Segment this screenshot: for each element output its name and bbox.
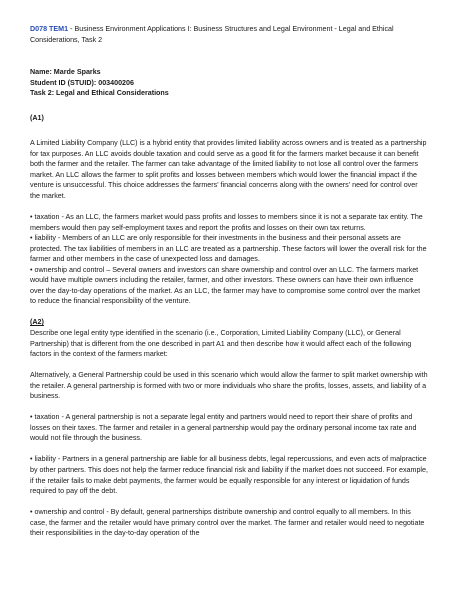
course-title: - Business Environment Applications I: Business Structures and Legal Environment - Legal and Ethical Considerations, Task 2	[30, 25, 394, 44]
a2-prompt-paragraph: Describe one legal entity type identified in the scenario (i.e., Corporation, Limited Liability Company (LLC), or General Partnership) that is different from the one described in part A1 and then describe how it would affect each of the following factors in the context of the farmers market:	[30, 329, 412, 359]
a1-bullet-taxation: • taxation - As an LLC, the farmers market would pass profits and losses to members since it is not a separate tax entity. The members would then pay self-employment taxes and report the profits and losses on their own tax returns.	[30, 213, 423, 232]
a1-bullet-ownership: • ownership and control – Several owners and investors can share ownership and control over an LLC. The farmers market would have multiple owners including the retailer, farmer, and other investors. These owners can have their own influence over the day-to-day operations of the market. As an LLC, the farmer may have to compromise some control over the market to reduce the financial responsibility of the venture.	[30, 265, 421, 306]
document-header	[30, 24, 428, 45]
a2-bullet-ownership: • ownership and control - By default, general partnerships distribute ownership and control equally to all members. In this case, the farmer and the retailer would have primary control over the market. The farmer and retailer would need to negotiate their responsibilities in the day-to-day operation of the	[30, 508, 425, 538]
a2-bullet-liability: • liability - Partners in a general partnership are liable for all business debts, legal repercussions, and even acts of malpractice by other partners. This does not help the farmer reduce financial risk and liability if the market does not succeed. For example, if the retailer fails to make debt payments, the farmer would be equally responsible for any interest or liquidation of funds required to pay off the debt.	[30, 455, 428, 496]
task-title: Task 2: Legal and Ethical Considerations	[30, 89, 169, 98]
a1-bullet-liability: • liability - Members of an LLC are only responsible for their investments in the business and their personal assets are protected. The tax liabilities of members in an LLC are treated as a partnership. These factors will lower the overall risk for the farmer and other members in the case of unexpected loss and damages.	[30, 234, 427, 264]
a2-bullet-taxation: • taxation - A general partnership is not a separate legal entity and partners would need to report their share of profits and losses on their taxes. The farmer and retailer in a general partnership would pay the ordinary personal income tax rate and would not file through the business.	[30, 413, 417, 443]
student-info	[30, 67, 428, 99]
a1-intro-paragraph: A Limited Liability Company (LLC) is a hybrid entity that provides limited liability across owners and is treated as a partnership for tax purposes. An LLC avoids double taxation and could serve as a good fit for the farmers market because it can benefit both the farmer and the retailer. The farmer can take advantage of the limited liability to not lose all control over the farmers market. An LLC allows the farmer to split profits and losses between members which would lower the financial impact if the venture is unsuccessful. This choice addresses the farmers' financial concerns along with the owners' need for control over the market.	[30, 139, 427, 201]
section-a1-label: (A1)	[30, 113, 44, 122]
student-id: Student ID (STUID): 003400206	[30, 78, 134, 87]
a2-intro-paragraph: Alternatively, a General Partnership could be used in this scenario which would allow the farmer to split market ownership with the retailer. A general partnership is formed with two or more individuals who share the profits, losses, assets, and liability of a business.	[30, 371, 428, 401]
course-code: D078 TEM1	[30, 25, 69, 33]
student-name: Name: Marde Sparks	[30, 68, 101, 77]
section-a2-label: (A2)	[30, 318, 44, 327]
